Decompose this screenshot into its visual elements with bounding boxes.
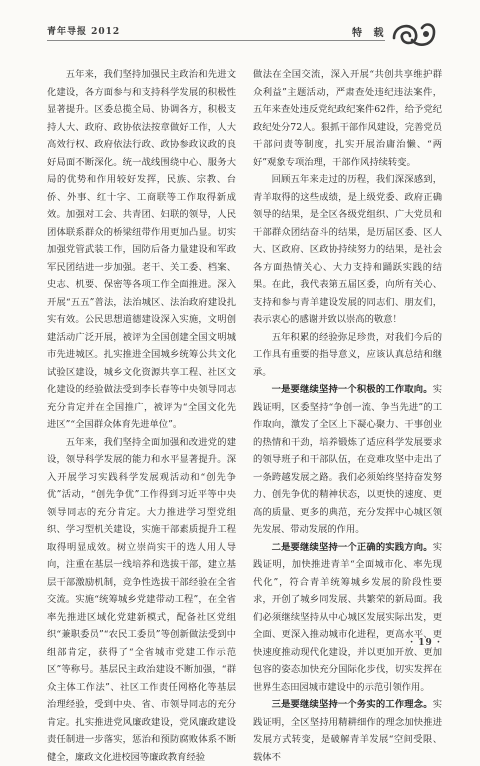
section-tag: 特 载 [352, 24, 387, 39]
journal-title: 青年导报 2012 [47, 24, 120, 37]
paragraph [253, 539, 442, 697]
paragraph: 做法在全国交流，深入开展“共创共享维护群众利益”主题活动，严肃查处违纪违法案件，五年来查处违反党纪政纪案件62件，给予党纪政纪处分72人。狠抓干部作风建设，完善党员干部问责等制度，扎实开展治庸治懒、“两好”观象专项治理，干部作风持续转变。 [253, 66, 442, 171]
page-number: · 19 · [410, 638, 441, 648]
point-text: 实践证明，全区坚持用精耕细作的理念加快推进发展方式转变，是破解青羊发展“空间受限、载体不 [253, 699, 442, 763]
paragraph [253, 696, 442, 766]
point-heading: 二是要继续坚持一个正确的实践方向。 [272, 542, 433, 553]
header-rule [47, 40, 385, 41]
swirl-logo-icon [388, 18, 438, 52]
paragraph: 五年来，我们坚持加强民主政治和先进文化建设，各方面参与和支持科学发展的积极性显著提升。区委总揽全局、协调各方，积极支持人大、政府、政协依法按章做好工作，人大高效行权、政府依法行政、政协参政议政的良好局面不断深化。统一战线围绕中心、服务大局的优势和作用较好发挥，民族、宗教、台侨、外事、红十字、工商联等工作取得新成效。加强对工会、共青团、妇联的领导，人民团体联系群众的桥梁纽带作用更加凸显。切实加强党管武装工作，国防后备力量建设和军政军民团结进一步加强。老干、关工委、档案、史志、机要、保密等各项工作全面推进。深入开展“五五”普法，法治城区、法治政府建设扎实有效。公民思想道德建设深入实施，文明创建活动广泛开展，被评为全国创建全国文明城市先进城区。扎实推进全国城乡统筹公共文化试验区建设，城乡文化资源共享工程、社区文化建设的经验做法受到李长春等中央领导同志充分肯定并在全国推广，被评为“全国文化先进区”“全国群众体育先进单位”。 [47, 66, 236, 434]
paragraph: 五年来，我们坚持全面加强和改进党的建设，领导科学发展的能力和水平显著提升。深入开展学习实践科学发展观活动和“创先争优”活动，“创先争优”工作得到习近平等中央领导同志的充分肯定。大力推进学习型党组织、学习型机关建设，实施干部素质提升工程取得明显成效。树立崇尚实干的选人用人导向，注重在基层一线培养和选拔干部，建立基层干部激励机制，竞争性选拔干部经验在全省交流。实施“统筹城乡党建带动工程”，在全省率先推进区域化党建新模式，配备社区党组织“兼职委员”“农民工委员”等创新做法受到中组部肯定，获得了“全省城市党建工作示范区”等称号。基层民主政治建设不断加强，“群众主体工作法”、社区工作责任网格化等基层治理经验，受到中央、省、市领导同志的充分肯定。扎实推进党风廉政建设，党风廉政建设责任制进一步落实，惩治和预防腐败体系不断健全，廉政文化进校园等廉政教育经验 [47, 434, 236, 766]
article-body [47, 66, 442, 622]
paragraph: 五年积累的经验弥足珍贵，对我们今后的工作具有重要的指导意义，应该认真总结和继承。 [253, 329, 442, 382]
point-text: 实践证明，区委坚持“争创一流、争当先进”的工作取向，激发了全区上下凝心聚力、干事创业的热情和干劲，培养锻炼了适应科学发展要求的领导班子和干部队伍，在竞难攻坚中走出了一条跨越发展之路。我们必须始终坚持奋发努力、创先争优的精神状态，以更快的速度、更高的质量、更多的典范，充分发挥中心城区领先发展、带动发展的作用。 [253, 384, 442, 535]
paragraph: 回顾五年来走过的历程，我们深深感到，青羊取得的这些成绩，是上级党委、政府正确领导的结果，是全区各级党组织、广大党员和干部群众团结奋斗的结果，是历届区委、区人大、区政府、区政协持续努力的结果，是社会各方面热情关心、大力支持和踊跃实践的结果。在此，我代表第五届区委，向所有关心、支持和参与青羊建设发展的同志们、朋友们，表示衷心的感谢并致以崇高的敬意！ [253, 171, 442, 329]
point-text: 实践证明，加快推进青羊“全面城市化、率先现代化”，符合青羊统筹城乡发展的阶段性要求，开创了城乡同发展、共繁荣的新局面。我们必须继续坚持从中心城区发展实际出发，更全面、更深入推动城市化进程，更高水平、更快速度推动现代化建设，并以更加开放、更加包容的姿态加快充分国际化步伐，切实发挥在世界生态田园城市建设中的示范引领作用。 [253, 542, 442, 693]
paragraph [253, 381, 442, 539]
left-column [47, 66, 236, 622]
page-header [0, 0, 480, 60]
point-heading: 三是要继续坚持一个务实的工作理念。 [272, 699, 433, 710]
point-heading: 一是要继续坚持一个积极的工作取向。 [272, 384, 433, 395]
right-column [253, 66, 442, 622]
